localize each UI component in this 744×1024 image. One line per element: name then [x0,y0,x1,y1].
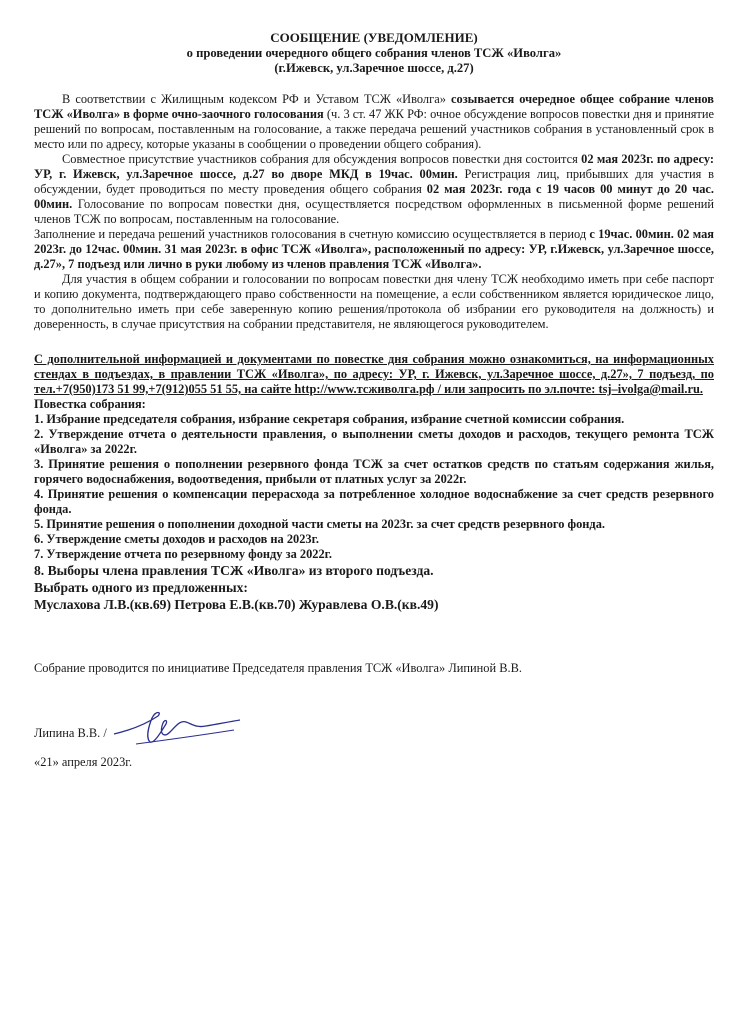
signer-name: Липина В.В. / [34,726,107,740]
agenda-item-2: 2. Утверждение отчета о деятельности правления, о выполнении сметы доходов и расходов, текущего ремонта ТСЖ «Иволга» за 2022г. [34,427,714,456]
meeting-date-place: 02 мая 2023г. по адресу: УР, г. Ижевск, ул.Заречное шоссе, д.27 во дворе МКД в 19час. 00мин. [34,152,714,181]
voting-period: с 19час. 00мин. 02 мая 2023г. до 12час. 00мин. 31 мая 2023г. в офис ТСЖ «Иволга», расположенный по адресу: УР, г.Ижевск, ул.Заречное шоссе, д.27», 7 подъезд или лично в руки любому из членов правления ТСЖ «Иволга». [34,227,714,271]
intro-p1-text: В соответствии с Жилищным кодексом РФ и Уставом ТСЖ «Иволга» [62,92,451,106]
intro-paragraph-4: Для участия в общем собрании и голосовании по вопросам повестки дня члену ТСЖ необходимо иметь при себе паспорт и копию документа, подтверждающего право собственности на помещение, а если собственником является юридическое лицо, то дополнительно иметь при себе заверенную копию решения/протокола об избрании его руководителя на должность) и доверенность, в случае присутствия на собрании представителя, не являющегося руководителем. [34,272,714,331]
agenda-item-8: 8. Выборы члена правления ТСЖ «Иволга» из второго подъезда. [34,563,434,578]
agenda-item-3: 3. Принятие решения о пополнении резервного фонда ТСЖ за счет остатков средств по статьям содержания жилья, горячего водоснабжения, водоотведения, прибыли от платных услуг за 2022г. [34,457,714,486]
agenda-item-5: 5. Принятие решения о пополнении доходной части сметы на 2023г. за счет средств резервного фонда. [34,517,605,531]
intro-p3-text: Заполнение и передача решений участников голосования в счетную комиссию осуществляется в период [34,227,590,241]
notice-title: СООБЩЕНИЕ (УВЕДОМЛЕНИЕ) [270,30,478,45]
additional-info: С дополнительной информацией и документами по повестке дня собрания можно ознакомиться, на информационных стендах в подъездах, в правлении ТСЖ «Иволга», по адресу: УР, г. Ижевск, ул.Заречное шоссе, д.27», 7 подъезд, по тел.+7(950)173 51 99,+7(912)055 51 55, на сайте http://www.тсживолга.рф / или запросить по эл.почте: tsj–ivolga@mail.ru. [34,352,714,396]
signature-image [106,704,246,748]
registration-time: 02 мая 2023г. года с 19 часов 00 минут до 20 час. 00мин. [34,182,715,211]
agenda-item-8-choose: Выбрать одного из предложенных: [34,580,248,595]
intro-p1-bold: созывается очередное общее собрание членов ТСЖ «Иволга» в форме очно-заочного голосования [34,92,715,121]
intro-paragraph-1 [34,92,714,152]
document-date: «21» апреля 2023г. [34,755,133,769]
intro-p2-registration: Регистрация лиц, прибывших для участия в обсуждении, будет проводиться по месту проведения общего собрания [34,167,714,196]
intro-p2-voting: Голосование по вопросам повестки дня, осуществляется посредством оформленных в письменной форме решений членов ТСЖ по вопросам, поставленным на голосование. [34,197,714,226]
agenda-item-8-candidates: Муслахова Л.В.(кв.69) Петрова Е.В.(кв.70) Журавлева О.В.(кв.49) [34,597,439,612]
agenda-item-4: 4. Принятие решения о компенсации перерасхода за потребленное холодное водоснабжение за счет средств резервного фонда. [34,487,714,516]
signature-line [34,726,714,741]
agenda-item-7: 7. Утверждение отчета по резервному фонду за 2022г. [34,547,332,561]
agenda-heading: Повестка собрания: [34,397,146,411]
initiative-note: Собрание проводится по инициативе Председателя правления ТСЖ «Иволга» Липиной В.В. [34,661,522,675]
intro-paragraph-2 [34,152,714,227]
intro-p2-text: Совместное присутствие участников собрания для обсуждения вопросов повестки дня состоится [62,152,582,166]
notice-subtitle: о проведении очередного общего собрания членов ТСЖ «Иволга» [186,46,562,60]
agenda-item-1: 1. Избрание председателя собрания, избрание секретаря собрания, избрание счетной комиссии собрания. [34,412,625,426]
intro-p1-rest: (ч. 3 ст. 47 ЖК РФ: очное обсуждение вопросов повестки дня и принятие решений по вопросам, поставленным на голосование, а также передача решений участников собрания в установленный срок в место или по адресу, которые указаны в сообщении о проведении общего собрания). [34,107,714,151]
notice-address: (г.Ижевск, ул.Заречное шоссе, д.27) [274,61,474,75]
agenda-item-6: 6. Утверждение сметы доходов и расходов на 2023г. [34,532,319,546]
intro-paragraph-3 [34,227,714,272]
